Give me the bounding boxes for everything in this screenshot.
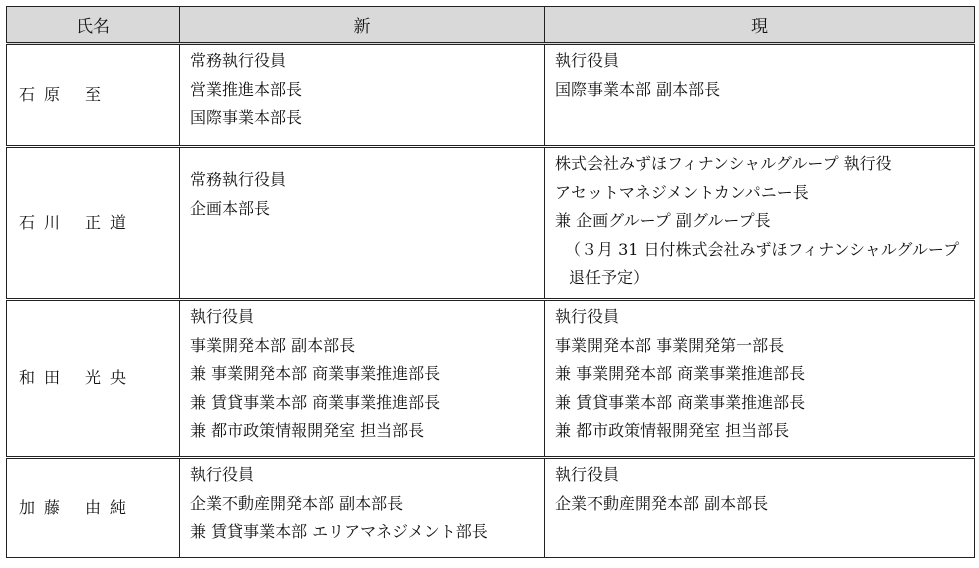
position-line: 常務執行役員 xyxy=(190,170,287,189)
position-line: 国際事業本部長 xyxy=(190,108,303,127)
position-line: 企業不動産開発本部 副本部長 xyxy=(555,493,769,513)
personnel-table xyxy=(6,6,975,558)
position-line: 企業不動産開発本部 副本部長 xyxy=(190,493,404,513)
given-name: 至 xyxy=(85,84,111,104)
new-position-cell xyxy=(180,147,545,300)
position-line: 兼 都市政策情報開発室 担当部長 xyxy=(555,421,790,440)
given-name: 光央 xyxy=(85,368,136,388)
name-cell xyxy=(7,300,180,458)
position-line: 企画本部長 xyxy=(190,198,271,218)
position-line: アセットマネジメントカンパニー長 xyxy=(555,182,809,202)
given-name: 由純 xyxy=(85,497,136,517)
position-line: 兼 賃貸事業本部 商業事業推進部長 xyxy=(555,392,806,412)
position-note: （３月 31 日付株式会社みずほフィナンシャルグループ退任予定） xyxy=(565,239,960,287)
table-row xyxy=(7,300,975,458)
surname: 加藤 xyxy=(19,497,70,517)
table-row xyxy=(7,147,975,300)
new-position-cell xyxy=(180,458,545,558)
header-row xyxy=(7,7,975,44)
position-line: 兼 都市政策情報開発室 担当部長 xyxy=(190,421,425,440)
surname: 石原 xyxy=(19,84,70,104)
table-row xyxy=(7,458,975,558)
position-line: 兼 事業開発本部 商業事業推進部長 xyxy=(555,364,806,383)
header-current: 現 xyxy=(545,7,975,44)
surname: 和田 xyxy=(19,368,70,388)
header-name: 氏名 xyxy=(7,7,180,44)
new-position-cell xyxy=(180,300,545,458)
header-new: 新 xyxy=(180,7,545,44)
position-line: 兼 賃貸事業本部 エリアマネジメント部長 xyxy=(190,522,488,541)
position-line: 兼 事業開発本部 商業事業推進部長 xyxy=(190,364,441,383)
position-line: 執行役員 xyxy=(555,465,620,484)
position-line: 営業推進本部長 xyxy=(190,79,303,99)
position-line: 執行役員 xyxy=(190,465,255,484)
current-position-cell xyxy=(545,300,975,458)
position-line: 執行役員 xyxy=(190,307,255,326)
current-position-cell xyxy=(545,44,975,147)
position-line: 事業開発本部 事業開発第一部長 xyxy=(555,335,785,355)
position-line: 国際事業本部 副本部長 xyxy=(555,79,721,99)
table-row xyxy=(7,44,975,147)
position-line: 事業開発本部 副本部長 xyxy=(190,335,356,355)
surname: 石川 xyxy=(19,212,70,232)
given-name: 正道 xyxy=(85,212,136,232)
name-cell xyxy=(7,147,180,300)
current-position-cell xyxy=(545,458,975,558)
position-line: 兼 企画グループ 副グループ長 xyxy=(555,211,771,230)
position-line: 執行役員 xyxy=(555,51,620,70)
position-line: 執行役員 xyxy=(555,307,620,326)
current-position-cell xyxy=(545,147,975,300)
position-line: 兼 賃貸事業本部 商業事業推進部長 xyxy=(190,392,441,412)
position-line: 株式会社みずほフィナンシャルグループ 執行役 xyxy=(555,154,892,173)
position-line: 常務執行役員 xyxy=(190,51,287,70)
new-position-cell xyxy=(180,44,545,147)
name-cell xyxy=(7,44,180,147)
name-cell xyxy=(7,458,180,558)
